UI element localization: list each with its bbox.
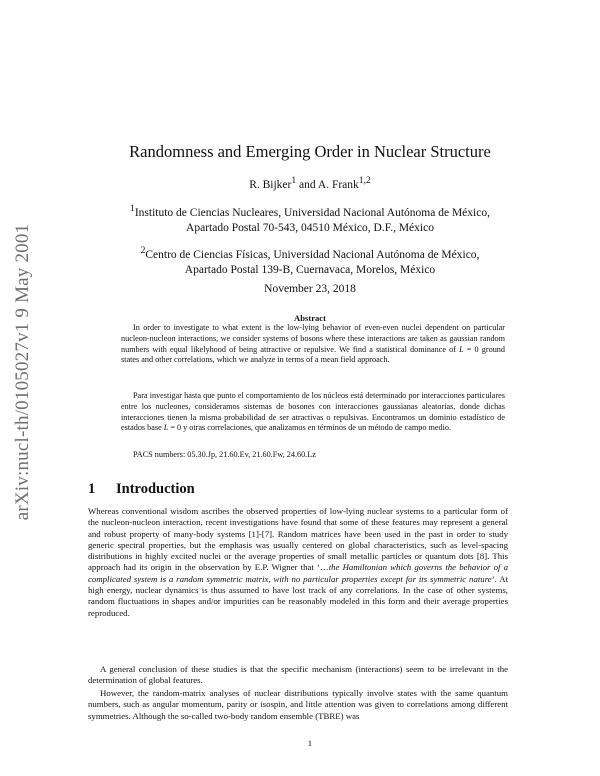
paper-date: November 23, 2018 xyxy=(264,283,356,295)
abstract-english xyxy=(121,323,505,366)
arxiv-identifier: arXiv:nucl-th/0105027v1 9 May 2001 xyxy=(12,223,33,521)
paragraph-text: Whereas conventional wisdom ascribes the observed properties of low-lying nuclear systems to a particular form of the nucleon-nucleon interaction, recent investigations have found that some of these features may represent a general and robust property of many-body systems [1]-[7]. Random matrices have been used in the past in order to study generic spectral properties, but the emphasis was usually centered on global characteristics, such as level-spacing distributions in highly excited nuclei or the average properties of small metallic particles or quantum dots [8]. This approach had its origin in the observation by E.P. Wigner that ‘… xyxy=(88,506,508,573)
affiliation-2 xyxy=(60,243,560,278)
abstract-text: = 0 ground states and other correlations, which we analyze in terms of a mean field approach. xyxy=(121,344,505,365)
section-number: 1 xyxy=(88,481,96,497)
pacs-numbers: PACS numbers: 05.30.Jp, 21.60.Ev, 21.60.Fw, 24.60.Lz xyxy=(133,450,316,459)
paper-title: Randomness and Emerging Order in Nuclear Structure xyxy=(129,142,491,161)
math-symbol: L xyxy=(459,344,464,354)
wigner-quote: the Hamiltonian which governs the behavior of a complicated system is a random symmetric matrix, with no particular properties except for its symmetric nature xyxy=(88,562,508,584)
paragraph-text: ’. At high energy, nuclear dynamics is thus assumed to have lost track of any correlations. In the case of other systems, random fluctuations in shapes and/or impurities can be reasonably modeled in this form and their average properties reproduced. xyxy=(88,573,509,618)
author-line xyxy=(60,175,560,191)
affiliation-1 xyxy=(60,201,560,236)
author-name: A. Frank xyxy=(317,178,359,191)
affiliation-mark: 1 xyxy=(130,203,135,214)
affiliation-line: Centro de Ciencias Físicas, Universidad Nacional Autónoma de México, xyxy=(145,248,480,261)
author-name: R. Bijker xyxy=(249,178,292,191)
body-paragraph: A general conclusion of these studies is that the specific mechanism (interactions) seem to be irrelevant in the determination of global features. xyxy=(88,664,508,686)
author-affiliation-mark: 1 xyxy=(291,175,297,186)
affiliation-line: Apartado Postal 139-B, Cuernavaca, Morelos, México xyxy=(184,263,436,276)
arxiv-sidebar-stamp xyxy=(0,0,46,776)
abstract-spanish xyxy=(121,391,505,434)
abstract-text: Para investigar hasta que punto el comportamiento de los núcleos está determinado por interacciones particulares entre los nucleones, consideramos sistemas de bosones con interacciones gaussianas aleatorias, donde dichas interacciones tienen la misma probabilidad de ser atractivas o repulsivas. Encontramos un dominio estadístico de estados base xyxy=(121,391,505,433)
body-paragraph xyxy=(88,506,508,619)
affiliation-line: Apartado Postal 70-543, 04510 México, D.F., México xyxy=(186,221,434,234)
author-affiliation-mark: 1,2 xyxy=(358,175,371,186)
abstract-text: = 0 y otras correlaciones, que analizamos en términos de un método de campo medio. xyxy=(168,423,451,433)
abstract-text: In order to investigate to what extent is the low-lying behavior of even-even nuclei dependent on particular nucleon-nucleon interactions, we consider systems of bosons where these interactions are taken as gaussian random numbers with equal likelyhood of being attractive or repulsive. We find a statistical dominance of xyxy=(121,323,505,354)
section-title: Introduction xyxy=(116,481,195,497)
math-symbol: L xyxy=(163,423,169,433)
page-number: 1 xyxy=(307,738,313,748)
author-conjunction: and xyxy=(296,178,318,191)
affiliation-mark: 2 xyxy=(140,245,146,256)
body-paragraph: However, the random-matrix analyses of nuclear distributions typically involve states with the same quantum numbers, such as angular momentum, parity or isospin, and little attention was given to correlations among different symmetries. Although the so-called two-body random ensemble (TBRE) was xyxy=(88,688,508,721)
section-heading xyxy=(88,481,195,498)
affiliation-line: Instituto de Ciencias Nucleares, Universidad Nacional Autónoma de México, xyxy=(134,206,490,219)
abstract-heading: Abstract xyxy=(294,313,326,323)
